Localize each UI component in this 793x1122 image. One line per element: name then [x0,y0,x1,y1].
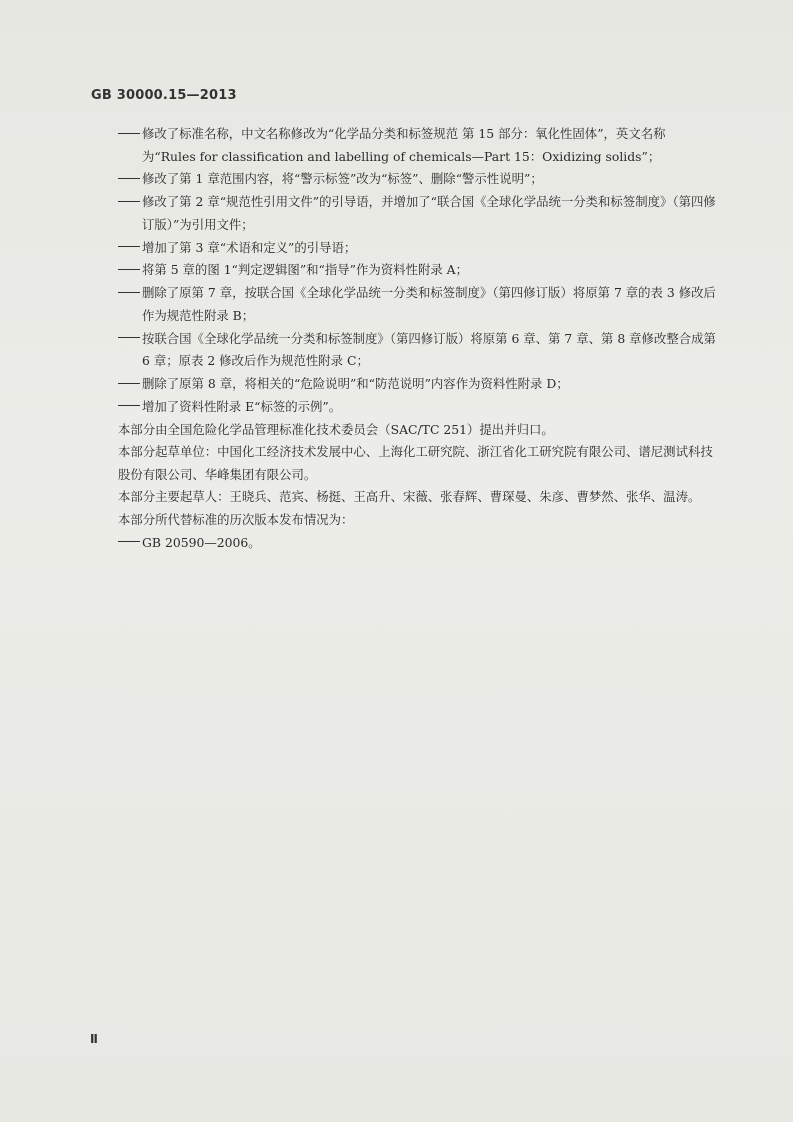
change-item-8 [118,373,718,396]
proposed-by-paragraph: 本部分由全国危险化学品管理标准化技术委员会（SAC/TC 251）提出并归口。 [118,421,554,437]
change-item-3 [118,191,718,236]
em-dash-bullet [118,169,142,192]
change-text: 修改了标准名称，中文名称修改为“化学品分类和标签规范 第 15 部分：氧化性固体”，英文名称为“Rules for classification and labelling of chemicals—Part 15：Oxidizing solids”； [142,126,666,164]
change-text: 删除了原第 7 章，按联合国《全球化学品统一分类和标签制度》（第四修订版）将原第 7 章的表 3 修改后作为规范性附录 B； [142,285,716,323]
change-item-9 [118,396,718,419]
change-item-1 [118,123,718,168]
change-text: 按联合国《全球化学品统一分类和标签制度》（第四修订版）将原第 6 章、第 7 章、第 8 章修改整合成第 6 章；原表 2 修改后作为规范性附录 C； [142,330,716,369]
em-dash-bullet [118,396,142,419]
em-dash-bullet [118,532,142,555]
change-text: 将第 5 章的图 1“判定逻辑图”和“指导”作为资料性附录 A； [142,262,469,278]
em-dash-bullet [118,282,142,305]
em-dash-bullet [118,123,142,146]
change-text: 修改了第 1 章范围内容，将“警示标签”改为“标签”、删除“警示性说明”； [142,171,543,187]
change-item-2 [118,168,718,191]
em-dash-bullet [118,260,142,283]
page-number: Ⅱ [90,1032,98,1046]
foreword-content [118,123,718,554]
drafting-units-paragraph: 本部分起草单位：中国化工经济技术发展中心、上海化工研究院、浙江省化工研究院有限公司、谱尼测试科技股份有限公司、华峰集团有限公司。 [118,444,713,482]
em-dash-bullet [118,237,142,260]
history-intro-paragraph: 本部分所代替标准的历次版本发布情况为： [118,511,354,527]
change-item-6 [118,282,718,327]
drafters-paragraph: 本部分主要起草人：王晓兵、范宾、杨挺、王高升、宋薇、张春辉、曹琛曼、朱彦、曹梦然、张华、温涛。 [118,489,701,505]
change-item-5 [118,259,718,282]
change-text: 增加了第 3 章“术语和定义”的引导语； [142,239,357,255]
document-number: GB 30000.15—2013 [91,88,237,103]
history-item-1 [118,532,718,555]
change-text: 删除了原第 8 章，将相关的“危险说明”和“防范说明”内容作为资料性附录 D； [142,375,569,391]
change-text: 修改了第 2 章“规范性引用文件”的引导语，并增加了“联合国《全球化学品统一分类和标签制度》（第四修订版）”为引用文件； [142,194,716,232]
em-dash-bullet [118,328,142,351]
change-text: 增加了资料性附录 E“标签的示例”。 [142,398,342,414]
change-item-7 [118,328,718,373]
change-item-4 [118,237,718,260]
em-dash-bullet [118,191,142,214]
history-text: GB 20590—2006。 [142,534,261,550]
em-dash-bullet [118,373,142,396]
